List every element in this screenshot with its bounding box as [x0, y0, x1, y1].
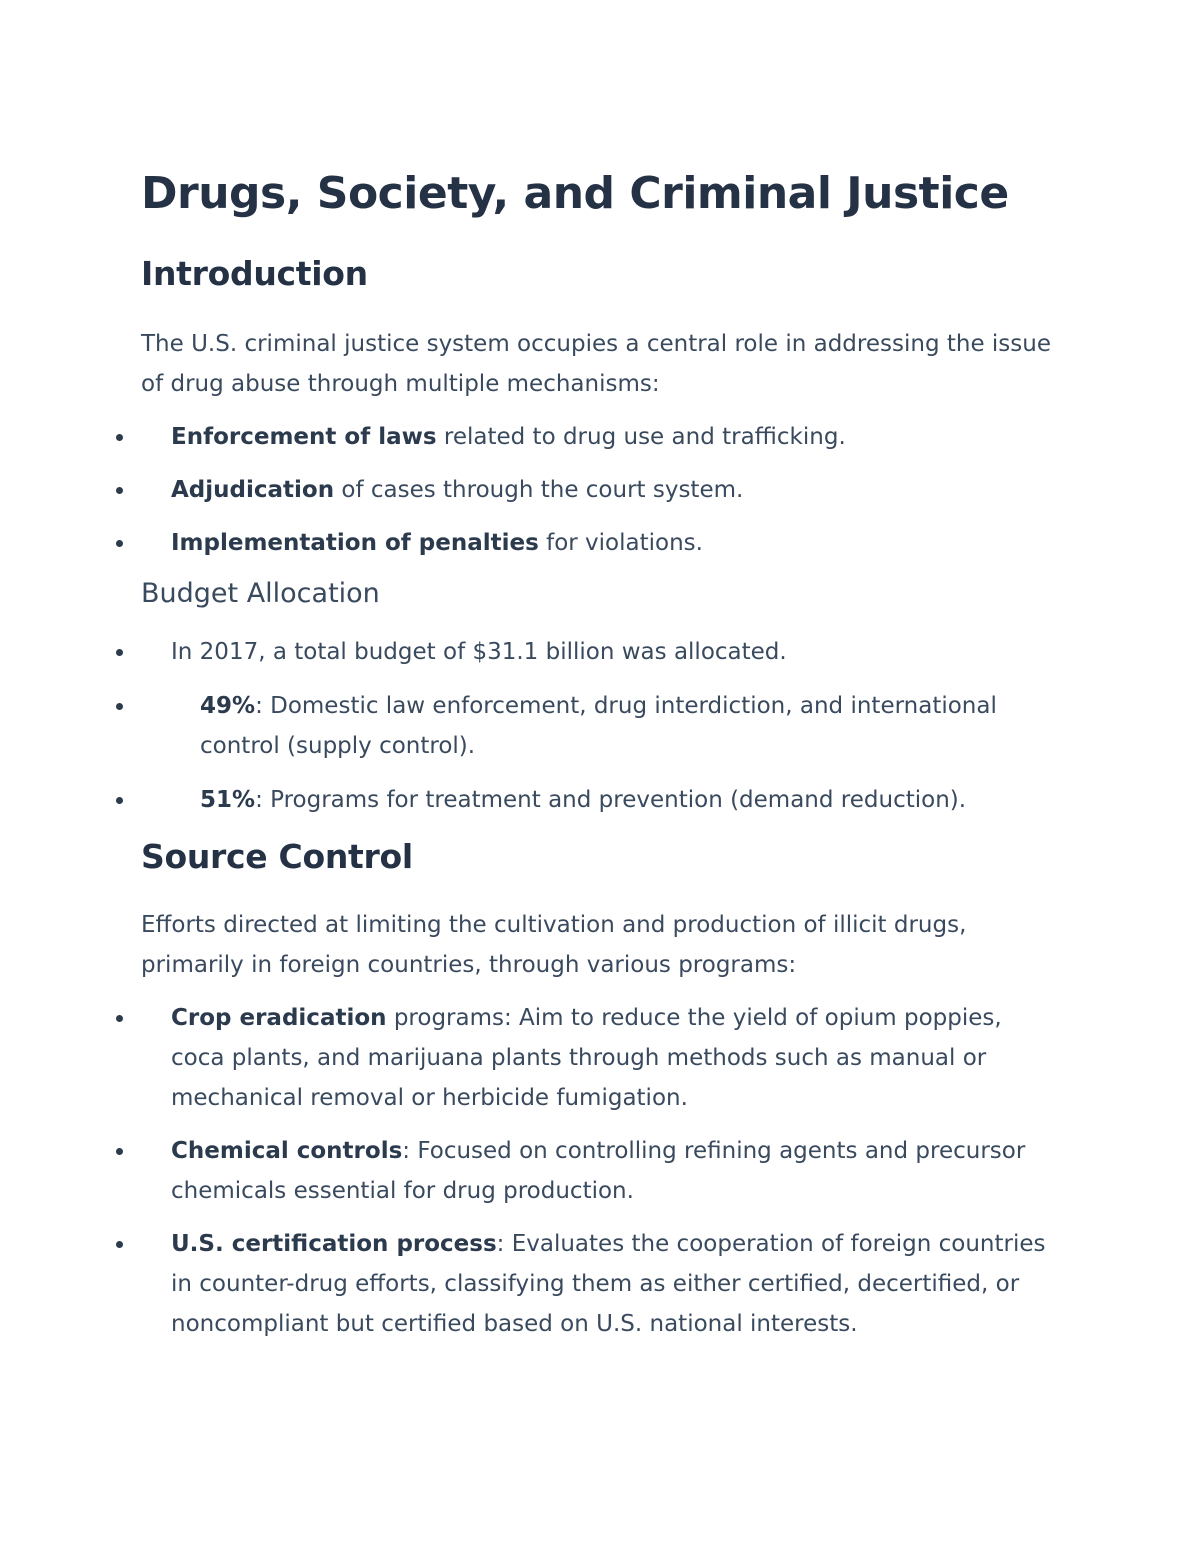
- bullet-icon: [116, 1241, 123, 1248]
- list-item: Adjudication of cases through the court system.: [141, 470, 1061, 510]
- bullet-icon: [116, 434, 123, 441]
- bullet-icon: [116, 797, 123, 804]
- bullet-icon: [116, 649, 123, 656]
- document-page: [141, 164, 1061, 1357]
- list-item: Implementation of penalties for violations.: [141, 523, 1061, 563]
- list-item: Enforcement of laws related to drug use and trafficking.: [141, 417, 1061, 457]
- source-control-paragraph: Efforts directed at limiting the cultivation and production of illicit drugs, primarily in foreign countries, through various programs:: [141, 912, 967, 978]
- bullet-icon: [116, 1148, 123, 1155]
- budget-list: [141, 632, 1061, 820]
- sub-list-item: 49%: Domestic law enforcement, drug interdiction, and international control (supply control).: [141, 686, 1061, 766]
- bullet-icon: [116, 487, 123, 494]
- introduction-list: [141, 417, 1061, 563]
- bullet-icon: [116, 540, 123, 547]
- introduction-heading: Introduction: [141, 254, 368, 293]
- sub-list-item: 51%: Programs for treatment and prevention (demand reduction).: [141, 780, 1061, 820]
- bullet-icon: [116, 1015, 123, 1022]
- document-title: Drugs, Society, and Criminal Justice: [141, 168, 1009, 219]
- source-control-list: [141, 998, 1061, 1344]
- source-control-heading: Source Control: [141, 837, 413, 876]
- list-item: Crop eradication programs: Aim to reduce the yield of opium poppies, coca plants, and marijuana plants through methods such as manual or mechanical removal or herbicide fumigation.: [141, 998, 1061, 1118]
- list-item: In 2017, a total budget of $31.1 billion was allocated.: [141, 632, 1061, 672]
- bullet-icon: [116, 703, 123, 710]
- list-item: Chemical controls: Focused on controlling refining agents and precursor chemicals essential for drug production.: [141, 1131, 1061, 1211]
- introduction-paragraph: The U.S. criminal justice system occupies a central role in addressing the issue of drug abuse through multiple mechanisms:: [141, 331, 1051, 397]
- list-item: U.S. certification process: Evaluates the cooperation of foreign countries in counter-drug efforts, classifying them as either certified, decertified, or noncompliant but certified based on U.S. national interests.: [141, 1224, 1061, 1344]
- budget-heading: Budget Allocation: [141, 578, 380, 609]
